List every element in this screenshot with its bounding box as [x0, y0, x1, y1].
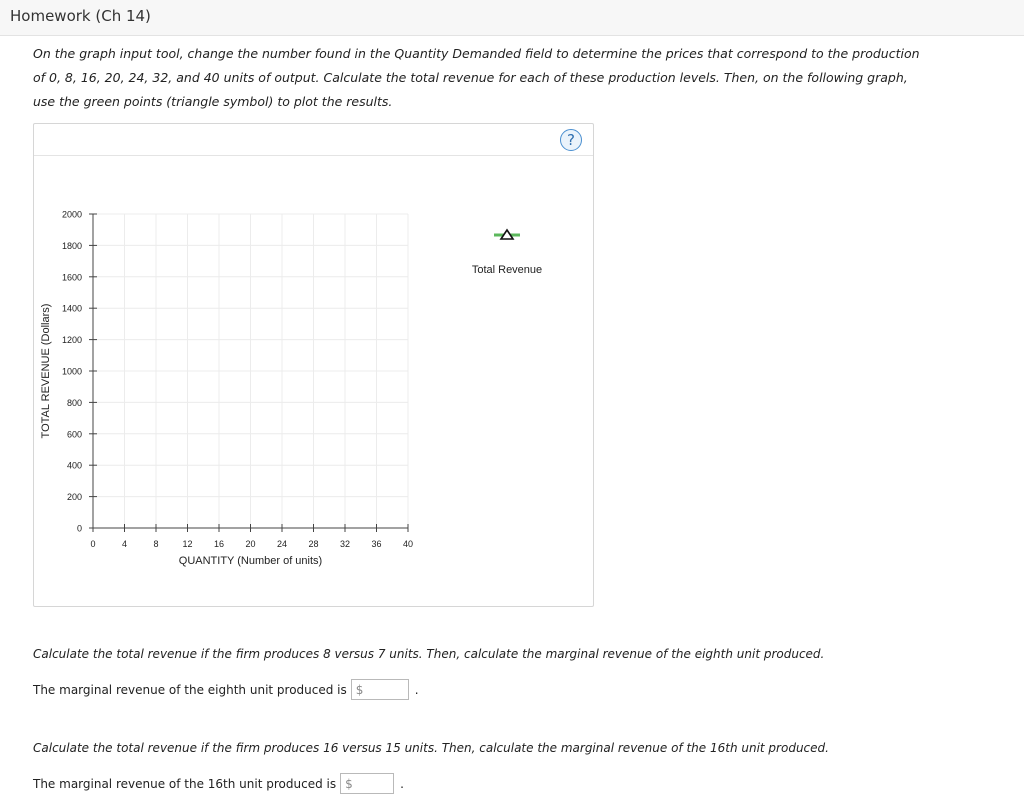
marginal-revenue-16th-field[interactable]	[340, 773, 394, 794]
y-tick-label: 1400	[61, 303, 82, 314]
graph-panel	[33, 123, 594, 607]
x-axis-title: QUANTITY (Number of units)	[178, 555, 323, 567]
page-title: Homework (Ch 14)	[10, 7, 151, 25]
answer-period: .	[400, 776, 404, 791]
x-tick-label: 40	[402, 539, 414, 549]
question-2-answer	[33, 773, 404, 794]
answer-period: .	[414, 682, 419, 697]
instructions-text: On the graph input tool, change the number found in the Quantity Demanded field to determine the prices that correspond to the production of 0, 8, 16, 20, 24, 32, and 40 units of output. Calculate the total revenue for each of these production levels. Then, on the following graph, use the green points (triangle symbol) to plot the results.	[33, 46, 920, 109]
x-tick-label: 16	[213, 539, 225, 549]
question-2-answer-label: The marginal revenue of the 16th unit produced is	[33, 776, 337, 791]
x-tick-label: 12	[182, 539, 193, 549]
question-1-answer	[33, 679, 419, 700]
x-tick-label: 32	[339, 539, 351, 549]
question-1-prompt: Calculate the total revenue if the firm produces 8 versus 7 units. Then, calculate the marginal revenue of the eighth unit produced.	[33, 647, 825, 661]
y-tick-label: 2000	[61, 209, 82, 220]
marginal-revenue-8th-field[interactable]	[351, 679, 409, 700]
y-tick-label: 1600	[61, 272, 82, 283]
y-axis-title: TOTAL REVENUE (Dollars)	[40, 303, 52, 439]
question-2-prompt: Calculate the total revenue if the firm produces 16 versus 15 units. Then, calculate the marginal revenue of the 16th unit produced.	[33, 741, 829, 755]
currency-symbol: $	[345, 776, 353, 791]
page-header	[0, 0, 1024, 36]
y-tick-label: 400	[66, 460, 82, 471]
x-tick-label: 24	[276, 539, 288, 549]
marginal-revenue-8th-input[interactable]	[365, 681, 407, 698]
y-tick-label: 1800	[61, 240, 82, 251]
y-tick-label: 1200	[61, 335, 82, 346]
y-tick-label: 800	[66, 397, 82, 408]
y-tick-label: 0	[76, 523, 82, 534]
x-tick-label: 36	[371, 539, 382, 549]
total-revenue-chart[interactable]	[34, 124, 593, 606]
x-tick-label: 4	[121, 539, 128, 549]
y-tick-label: 200	[66, 492, 82, 503]
x-tick-label: 8	[153, 539, 159, 549]
question-1-answer-label: The marginal revenue of the eighth unit produced is	[33, 682, 347, 697]
x-tick-label: 20	[245, 539, 256, 549]
currency-symbol: $	[355, 682, 364, 697]
marginal-revenue-16th-input[interactable]	[355, 775, 393, 792]
y-tick-label: 1000	[61, 366, 82, 377]
legend-label[interactable]: Total Revenue	[471, 264, 543, 276]
y-tick-label: 600	[66, 429, 82, 440]
x-tick-label: 0	[90, 539, 96, 549]
x-tick-label: 28	[308, 539, 319, 549]
help-button[interactable]: ?	[560, 129, 582, 151]
